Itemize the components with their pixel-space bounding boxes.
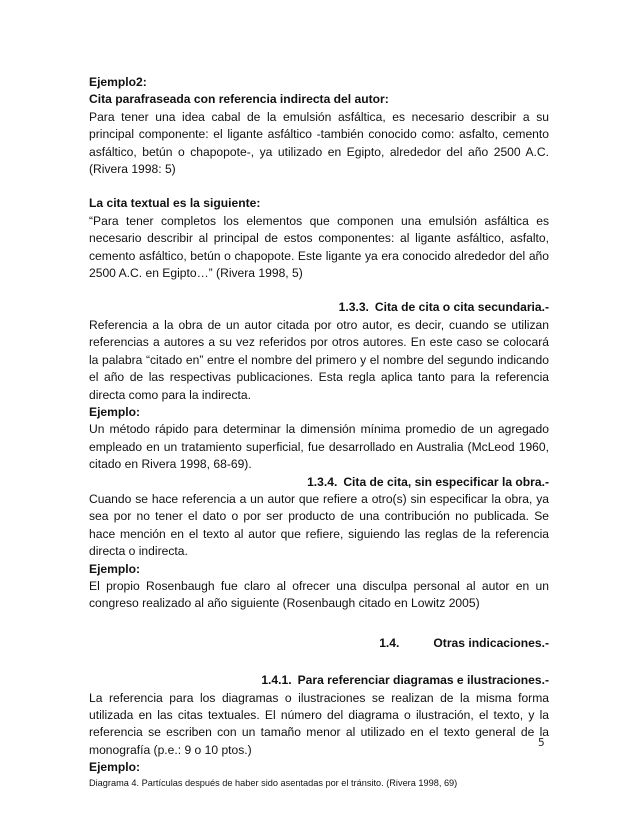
spacer — [89, 178, 549, 195]
paraphrased-citation-heading: Cita parafraseada con referencia indirecta del autor: — [89, 92, 389, 107]
section-1-3-4-title: Cita de cita, sin especificar la obra.- — [343, 474, 549, 489]
section-1-3-4-text: Cuando se hace referencia a un autor que refiere a otro(s) sin especificar la obra, ya sea por no tener el dato o por ser producto de una contribución no publicada. Se hace mención en el texto al autor que refiere, siguiendo las reglas de la referencia directa o indirecta. — [89, 491, 549, 559]
section-1-4-1-heading — [89, 672, 549, 689]
page-number: 5 — [538, 737, 545, 749]
section-1-4-1-example-label: Ejemplo: — [89, 760, 141, 775]
section-1-4-1-title: Para referenciar diagramas e ilustraciones.- — [297, 673, 549, 688]
section-1-3-4-example-text: El propio Rosenbaugh fue claro al ofrecer una disculpa personal al autor en un congreso realizado al año siguiente (Rosenbaugh citado en Lowitz 2005) — [89, 578, 549, 611]
section-1-4-number: 1.4. — [379, 635, 400, 650]
textual-citation-text: “Para tener completos los elementos que componen una emulsión asfáltica es necesario describir al principal de estos componentes: al ligante asfáltico, asfalto, cemento asfáltico, betún o chapopote. Este ligante ya era conocido alrededor del año 2500 A.C. en Egipto…” (Rivera 1998, 5) — [89, 213, 549, 281]
section-1-3-3-example-label: Ejemplo: — [89, 404, 141, 419]
section-1-3-4-number: 1.3.4. — [307, 474, 338, 489]
section-1-4-1-text: La referencia para los diagramas o ilustraciones se realizan de la misma forma utilizada en las citas textuales. El número del diagrama o ilustración, el texto, y la referencia se escriben con un tamaño menor al utilizado en el texto general de la monografía (p.e.: 9 o 10 ptos.) — [89, 690, 549, 757]
ejemplo2-heading: Ejemplo2: — [89, 75, 147, 89]
section-1-3-3-heading — [89, 299, 549, 316]
spacer — [89, 613, 549, 635]
section-1-4-1-number: 1.4.1. — [261, 673, 292, 688]
section-1-3-3-example-text: Un método rápido para determinar la dimensión mínima promedio de un agregado empleado en un tratamiento superficial, fue desarrollado en Australia (McLeod 1960, citado en Rivera 1998, 68-69). — [89, 422, 549, 472]
diagram-caption: Diagrama 4. Partículas después de haber sido asentadas por el tránsito. (Rivera 1998, 69) — [89, 777, 458, 788]
section-1-3-3-number: 1.3.3. — [338, 300, 369, 315]
page-content — [89, 74, 549, 790]
spacer — [89, 282, 549, 299]
textual-citation-heading: La cita textual es la siguiente: — [89, 196, 261, 211]
section-1-4-title: Otras indicaciones.- — [433, 635, 549, 650]
spacer — [89, 652, 549, 672]
section-1-3-4-example-label: Ejemplo: — [89, 561, 141, 576]
section-1-4-heading — [89, 635, 549, 652]
section-1-3-3-text: Referencia a la obra de un autor citada por otro autor, es decir, cuando se utilizan referencias a autores a su vez referidos por otros autores. En este caso se colocará la palabra “citado en” entre el nombre del primero y el nombre del segundo indicando el año de las respectivas publicaciones. Esta regla aplica tanto para la referencia directa como para la indirecta. — [89, 317, 549, 402]
section-1-3-3-title: Cita de cita o cita secundaria.- — [374, 300, 549, 315]
paraphrased-citation-text: Para tener una idea cabal de la emulsión asfáltica, es necesario describir a su principal componente: el ligante asfáltico -también conocido como: asfalto, cemento asfáltico, betún o chapopote-, ya utilizado en Egipto, alrededor del año 2500 A.C. (Rivera 1998: 5) — [89, 109, 549, 177]
section-1-3-4-heading — [89, 474, 549, 491]
